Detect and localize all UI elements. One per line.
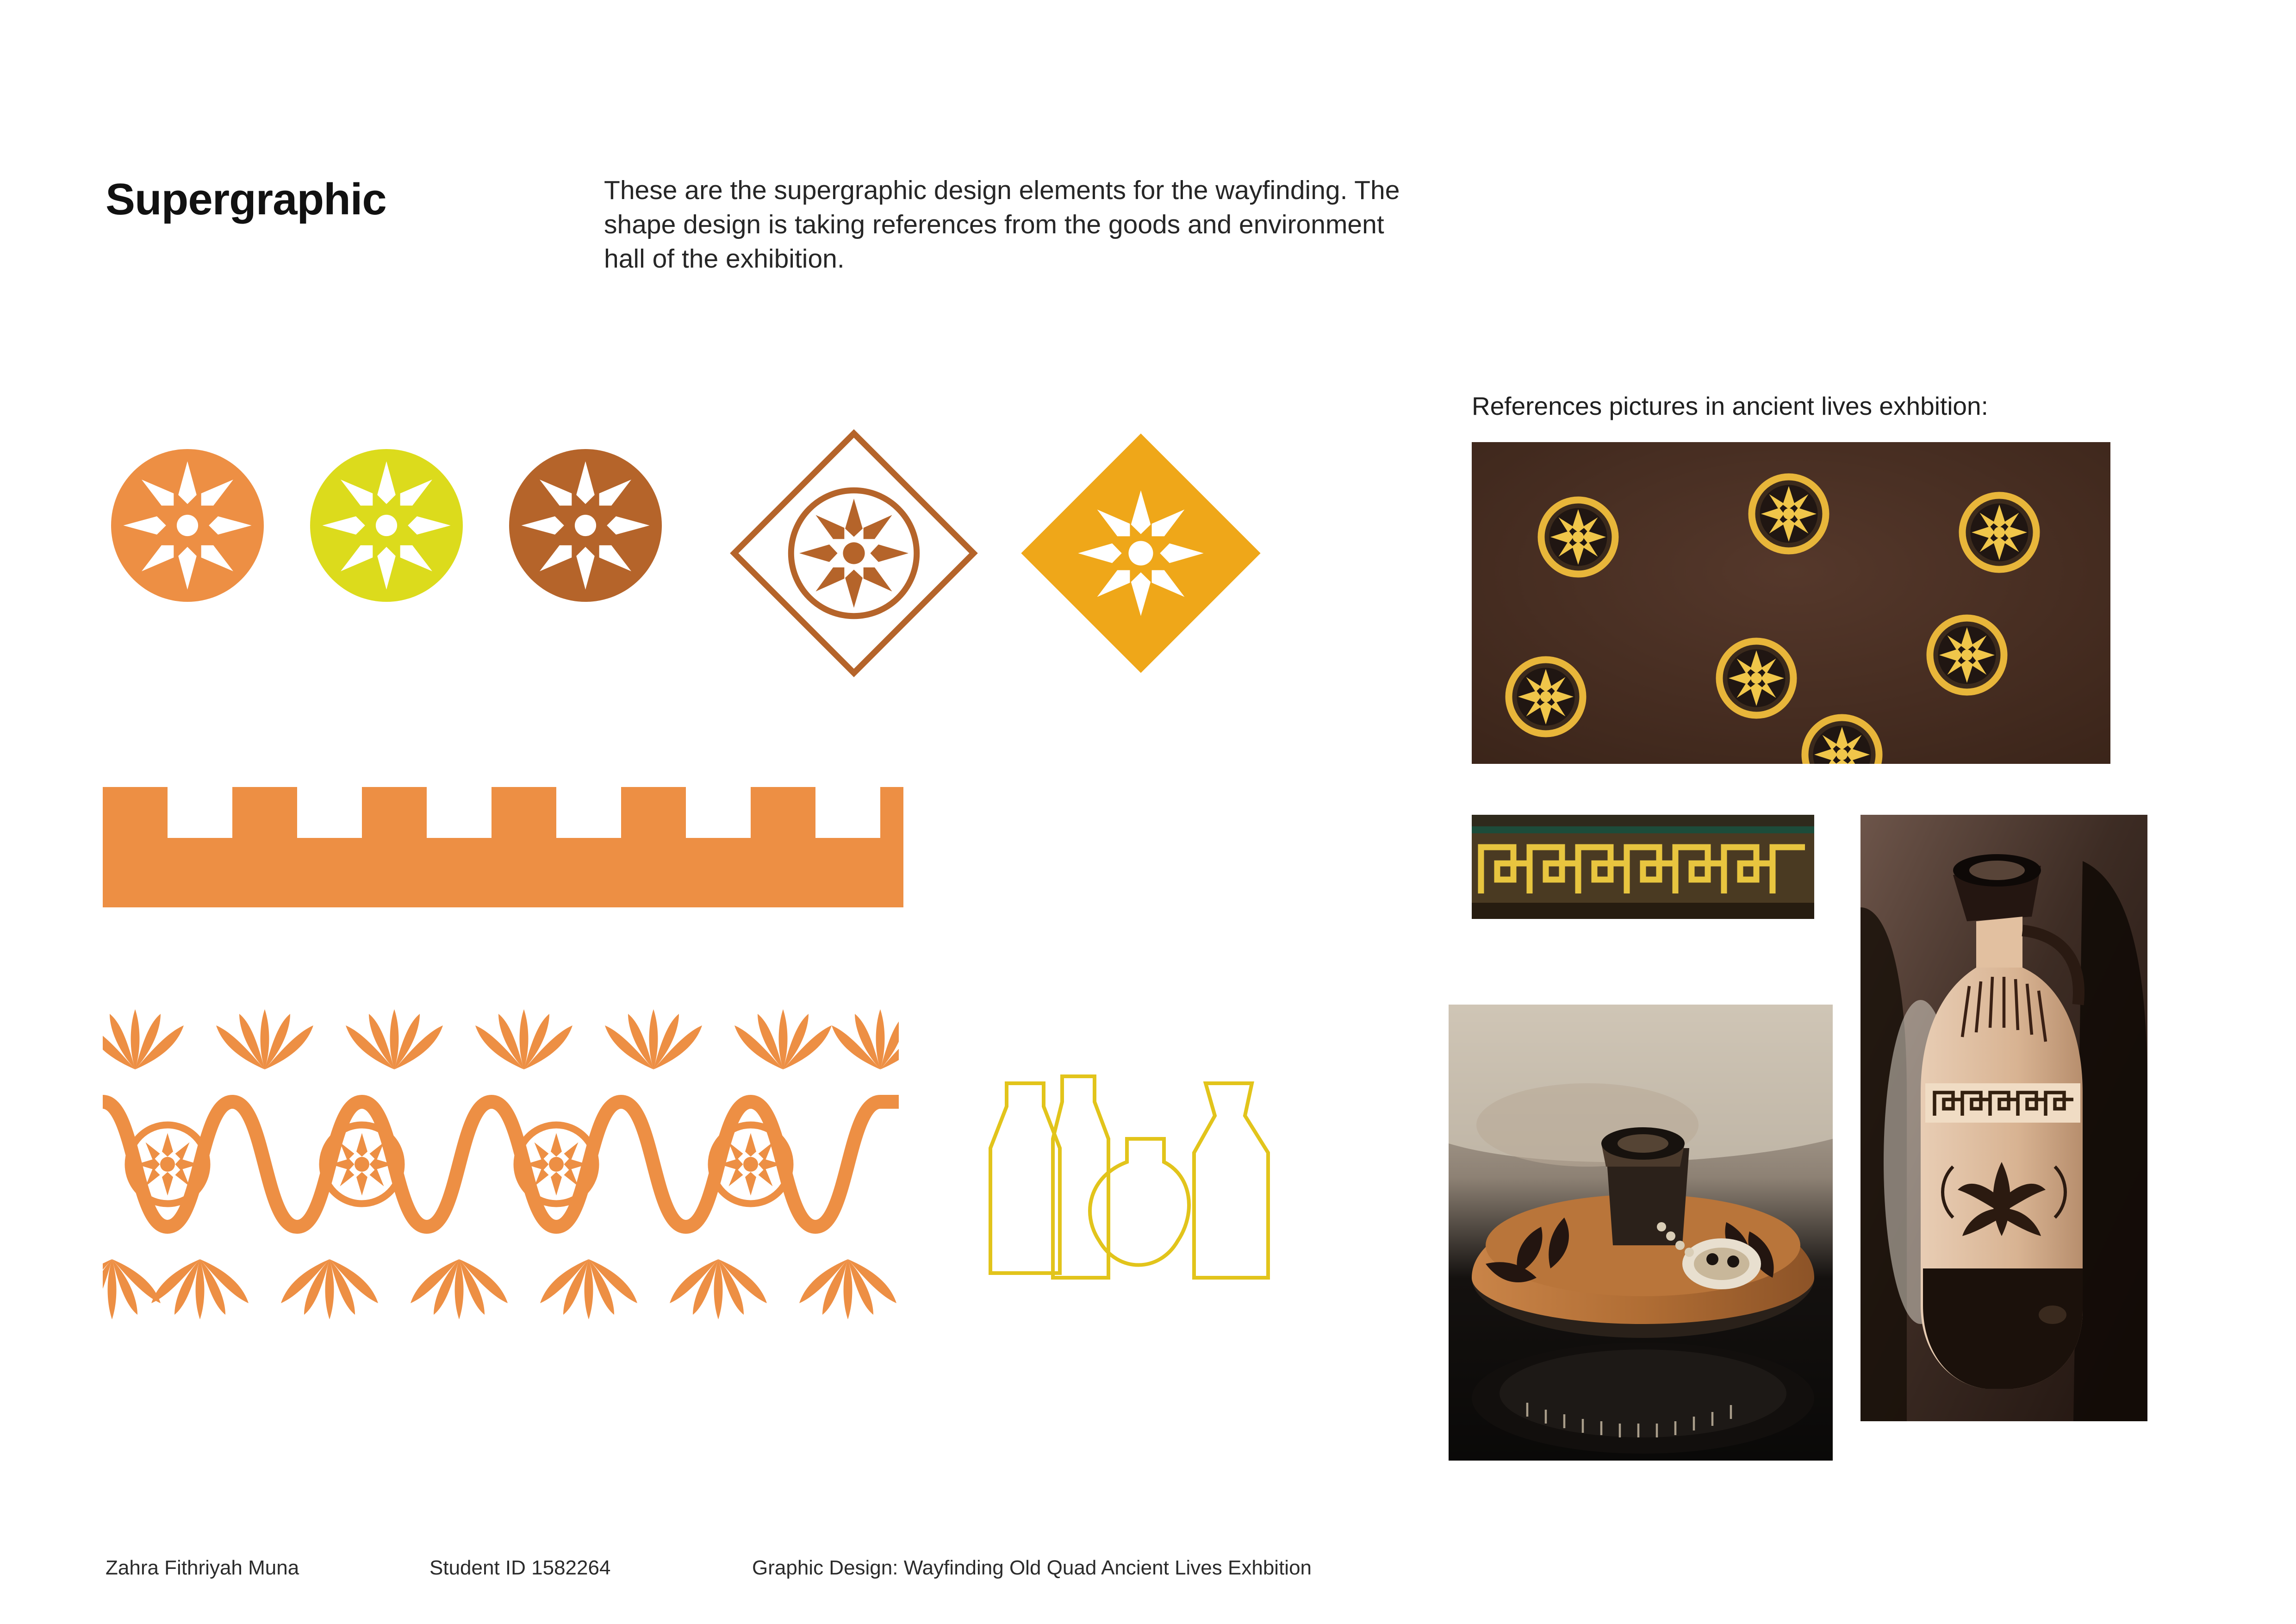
reference-photo-pyxis xyxy=(1449,1005,1833,1461)
reference-photo-textile xyxy=(1472,442,2110,764)
intro-paragraph: These are the supergraphic design elements for the wayfinding. The shape design is taking references from the goods and environment hall of the exhibition. xyxy=(604,175,1400,274)
page-title: Supergraphic xyxy=(106,175,386,224)
reference-photo-meander-strip xyxy=(1472,815,1814,919)
rosette-brown xyxy=(509,449,662,604)
reference-photo-lekythos xyxy=(1860,815,2147,1421)
diamond-solid-rosette xyxy=(1004,417,1277,692)
diamond-outline-rosette xyxy=(717,417,990,692)
palmette-wave-band-graphic xyxy=(103,1009,899,1322)
rosette-yellow xyxy=(310,449,463,604)
meander-border-graphic xyxy=(103,787,903,910)
footer-student-id: Student ID 1582264 xyxy=(429,1556,611,1579)
supergraphic-shape-row xyxy=(111,417,1277,699)
rosette-orange xyxy=(111,449,264,604)
vessel-outlines-graphic xyxy=(965,1069,1289,1312)
footer-project-title: Graphic Design: Wayfinding Old Quad Ancient Lives Exhbition xyxy=(752,1556,1312,1579)
footer-author: Zahra Fithriyah Muna xyxy=(106,1556,299,1579)
references-caption: References pictures in ancient lives exhbition: xyxy=(1472,392,1988,420)
